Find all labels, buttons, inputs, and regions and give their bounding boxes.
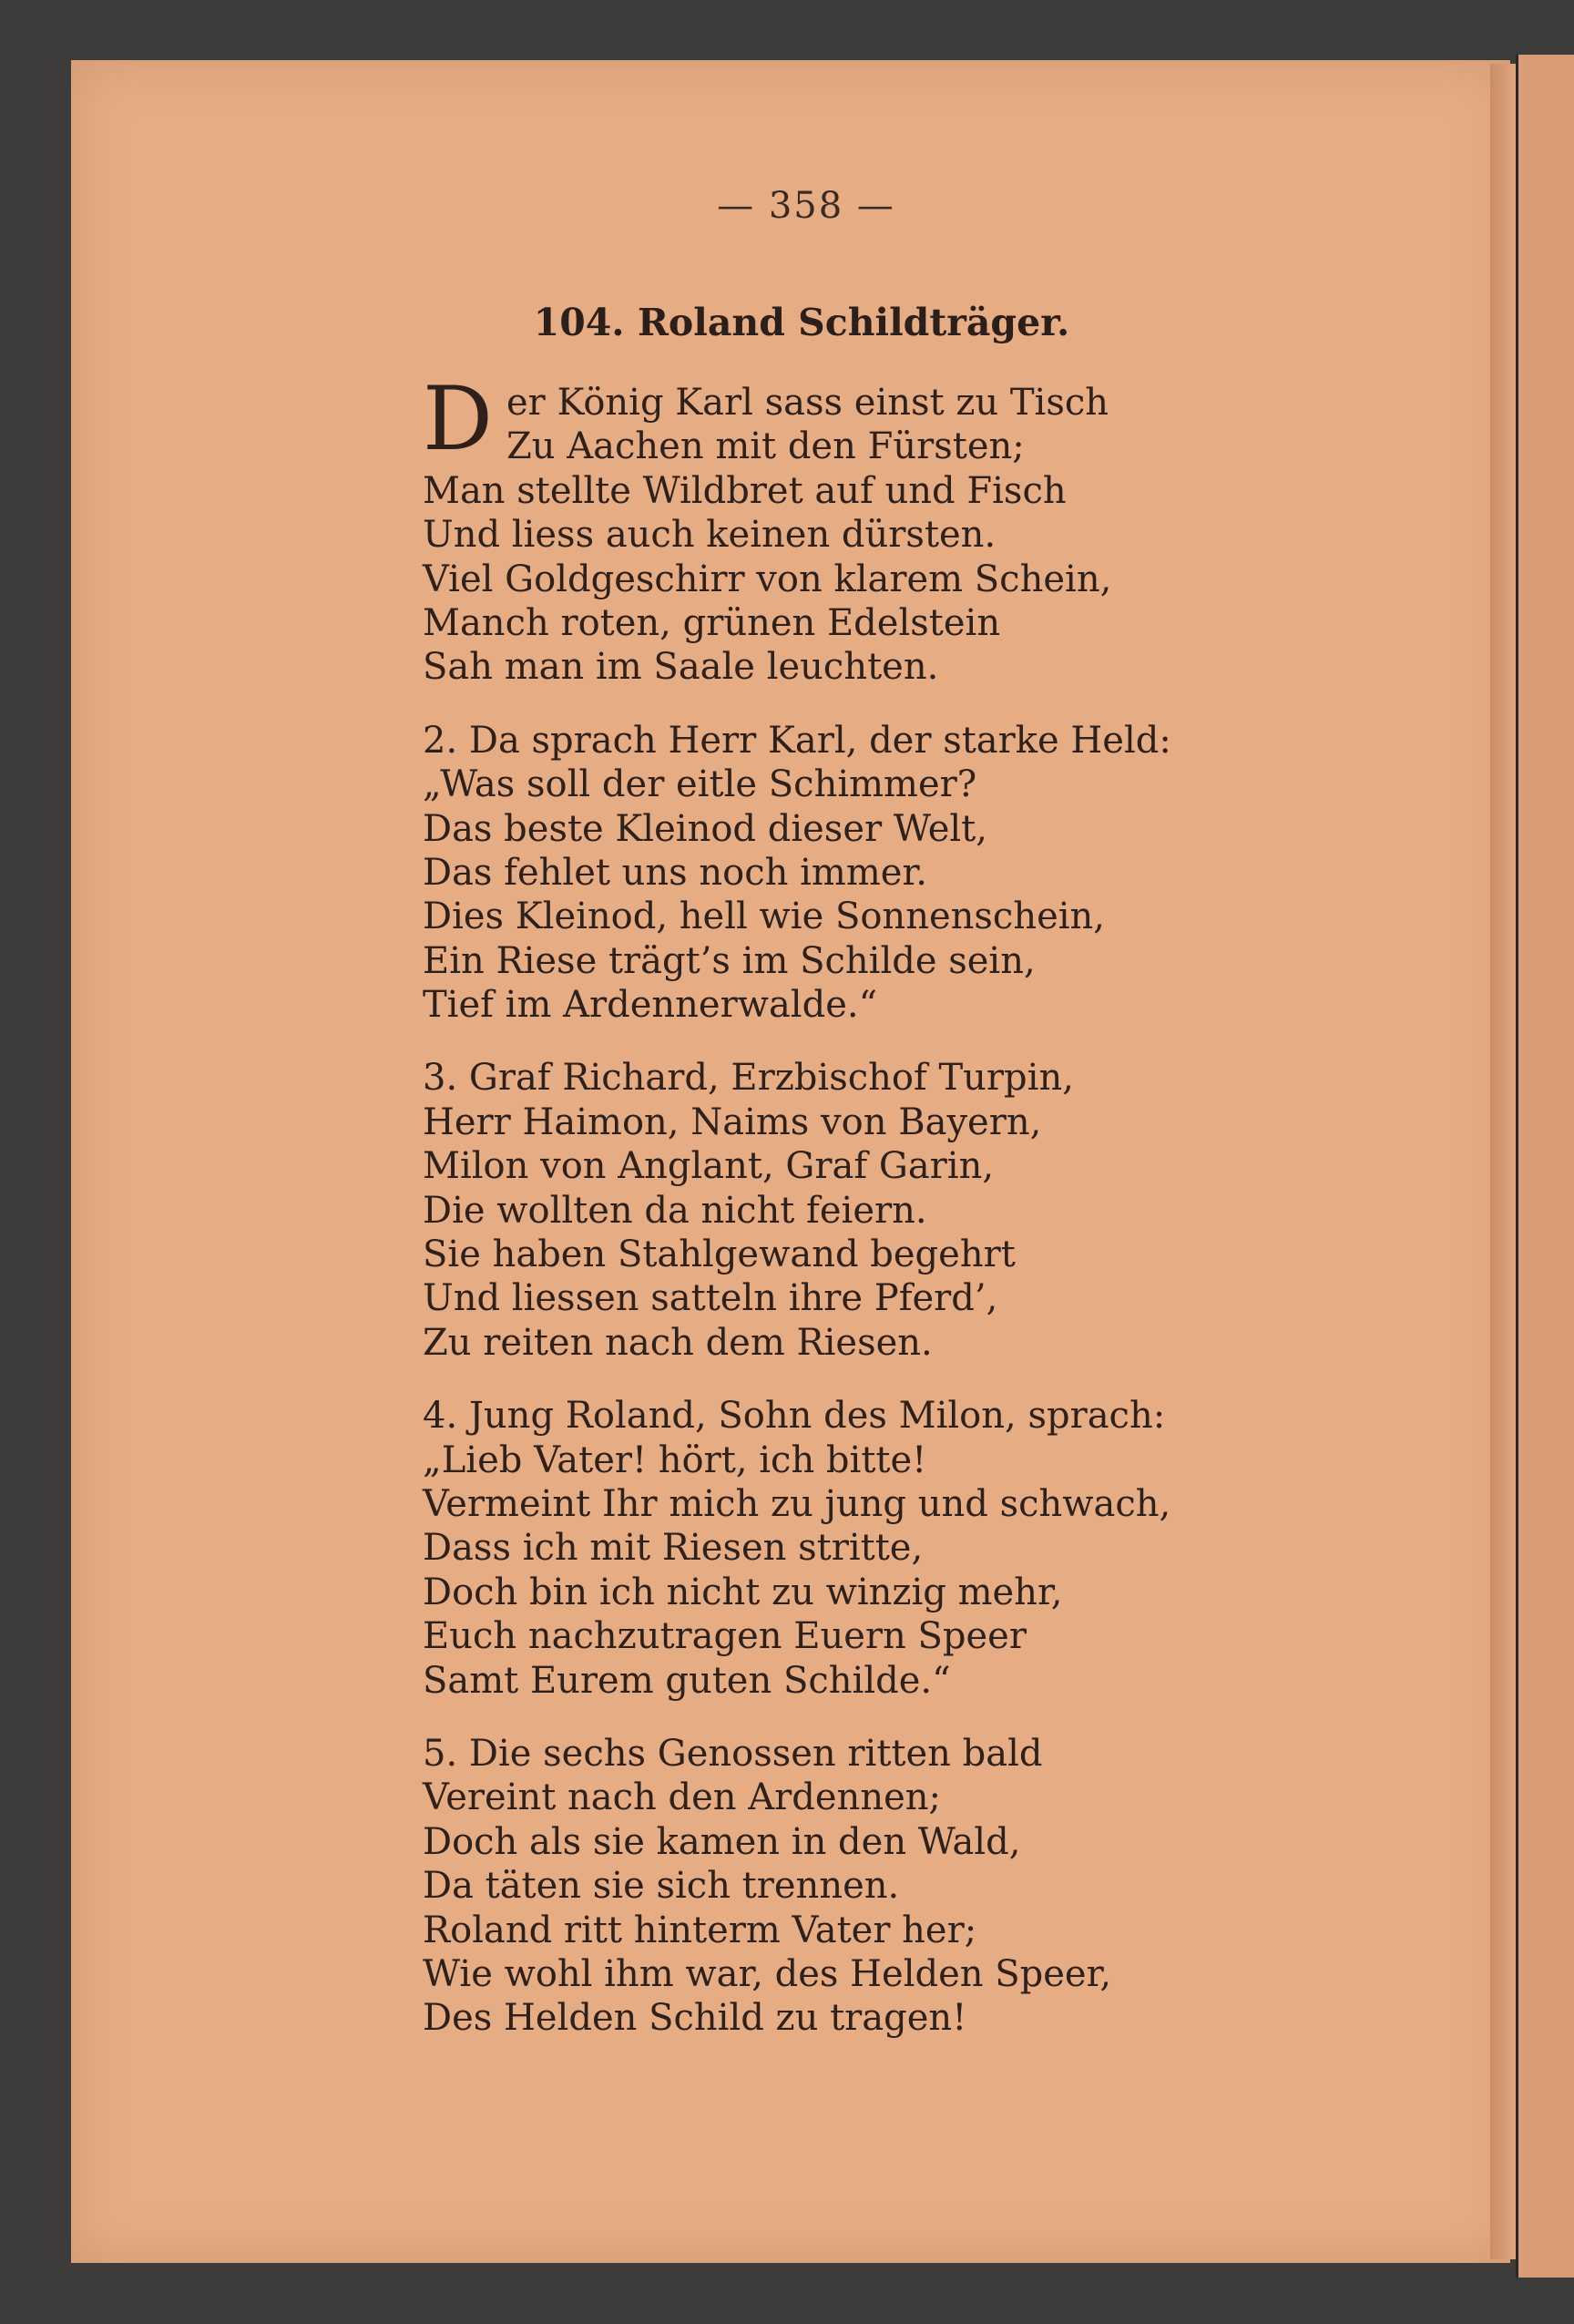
stanza-1	[423, 381, 1242, 690]
poem-line: Dies Kleinod, hell wie Sonnenschein,	[423, 896, 1106, 938]
poem-line: 5. Die sechs Genossen ritten bald	[423, 1732, 1043, 1775]
poem-line: Das beste Kleinod dieser Welt,	[423, 807, 987, 850]
poem-line: Des Helden Schild zu tragen!	[423, 1997, 967, 2040]
poem-line: Und liessen satteln ihre Pferd’,	[423, 1277, 998, 1320]
poem-line: Euch nachzutragen Euern Speer	[423, 1615, 1027, 1658]
poem-line: Doch bin ich nicht zu winzig mehr,	[423, 1571, 1063, 1613]
poem-line: Die wollten da nicht feiern.	[423, 1189, 927, 1232]
stanza-3	[423, 1056, 1242, 1365]
poem-line: Herr Haimon, Naims von Bayern,	[423, 1101, 1042, 1143]
poem-line: Man stellte Wildbret auf und Fisch	[423, 469, 1067, 512]
poem-line: „Lieb Vater! hört, ich bitte!	[423, 1438, 927, 1481]
drop-cap-letter: D	[423, 368, 493, 470]
poem-line: Vermeint Ihr mich zu jung und schwach,	[423, 1482, 1171, 1525]
page-gutter-shadow	[1490, 64, 1516, 2259]
poem-line: Milon von Anglant, Graf Garin,	[423, 1145, 995, 1188]
poem-line: Vereint nach den Ardennen;	[423, 1776, 941, 1819]
poem-line: Doch als sie kamen in den Wald,	[423, 1820, 1021, 1863]
poem-line: Zu reiten nach dem Riesen.	[423, 1321, 933, 1364]
poem-line: 4. Jung Roland, Sohn des Milon, sprach:	[423, 1395, 1166, 1438]
poem-line: Und liess auch keinen dürsten.	[423, 514, 997, 557]
poem-line: Da täten sie sich trennen.	[423, 1865, 900, 1908]
stanza-2	[423, 719, 1242, 1028]
poem-line: „Was soll der eitle Schimmer?	[423, 763, 977, 806]
poem-line: Manch roten, grünen Edelstein	[423, 601, 1001, 644]
poem-body	[423, 381, 1242, 2070]
poem-line: Wie wohl ihm war, des Helden Speer,	[423, 1952, 1112, 1995]
adjacent-page-edge	[1516, 55, 1574, 2278]
poem-line: Das fehlet uns noch immer.	[423, 851, 927, 894]
stanza-5	[423, 1732, 1242, 2041]
poem-line: Viel Goldgeschirr von klarem Schein,	[423, 558, 1112, 600]
poem-line: Samt Eurem guten Schilde.“	[423, 1659, 951, 1702]
poem-line: er König Karl sass einst zu Tisch	[506, 382, 1109, 424]
page-number: — 358 —	[717, 185, 895, 227]
poem-line: Tief im Ardennerwalde.“	[423, 984, 878, 1027]
poem-line: Zu Aachen mit den Fürsten;	[506, 425, 1025, 468]
poem-title: 104. Roland Schildträger.	[533, 301, 1070, 344]
poem-line: Dass ich mit Riesen stritte,	[423, 1527, 924, 1570]
poem-line: Sah man im Saale leuchten.	[423, 646, 939, 689]
poem-line: 3. Graf Richard, Erzbischof Turpin,	[423, 1057, 1074, 1100]
poem-line: Sie haben Stahlgewand begehrt	[423, 1234, 1016, 1276]
poem-line: 2. Da sprach Herr Karl, der starke Held:	[423, 719, 1171, 762]
poem-line: Ein Riese trägt’s im Schilde sein,	[423, 939, 1036, 982]
poem-line: Roland ritt hinterm Vater her;	[423, 1909, 977, 1951]
stanza-4	[423, 1394, 1242, 1703]
